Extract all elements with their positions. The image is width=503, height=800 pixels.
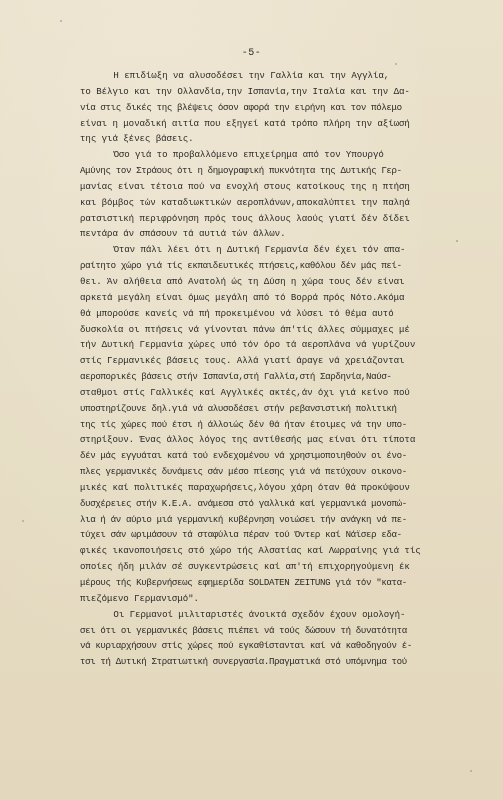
- text-line: Αμύνης τον Στράους ότι η δημογραφική πυκνότητα της Δυτικής Γερ-: [80, 165, 402, 177]
- text-line: της γιά ξένες βάσεις.: [80, 133, 194, 145]
- text-line: δυσκολία οι πτήσεις νά γίνονται πάνω άπ'τίς άλλες σύμμαχες μέ: [80, 323, 410, 335]
- text-line: Όσο γιά το προβαλλόμενο επιχείρημα από τον Υπουργό: [108, 149, 384, 161]
- paper-speck: [22, 520, 24, 522]
- text-line: θει. Άν αλήθεια από Ανατολή ώς τη Δύση η χώρα τους δέν είναι: [80, 275, 405, 287]
- text-line: αρκετά μεγάλη είναι όμως μεγάλη από τό Βορρά πρός Νότο.Ακόμα: [80, 291, 405, 303]
- text-line: πλες γερμανικές δυνάμεις σάν μέσο πίεσης γιά νά πετύχουν οικονο-: [80, 466, 407, 478]
- text-line: οποίες ήδη μιλάν σέ συγκεντρώσεις καί απ'τή επιχορηγούμενη έκ: [80, 561, 410, 573]
- text-line: μανίας είναι τέτοια πού να ενοχλή στους κατοίκους της η πτήση: [80, 180, 410, 192]
- paper-speck: [470, 770, 472, 772]
- text-line: τσι τή Δυτική Στρατιωτική συνεργασία.Πραγματικά στό υπόμνημα τού: [80, 656, 407, 668]
- document-body: [80, 68, 480, 670]
- text-line: τήν Δυτική Γερμανία χώρες υπό τόν όρο τά αεροπλάνα νά γυρίζουν: [80, 339, 416, 351]
- text-line: Οι Γερμανοί μιλιταριστές άνοικτά σχεδόν έχουν ομολογή-: [108, 608, 406, 620]
- paper-speck: [395, 63, 397, 65]
- page-number: -5-: [241, 48, 262, 59]
- text-line: νία στις δικές της βλέψεις όσον αφορά την ειρήνη και τον πόλεμο: [80, 101, 402, 113]
- text-line: λια ή άν αύριο μιά γερμανική κυβέρνηση νοιώσει τήν ανάγκη νά πε-: [80, 513, 407, 525]
- text-line: στηρίξουν. Ένας άλλος λόγος της αντίθεσής μας είναι ότι τίποτα: [80, 434, 416, 446]
- text-line: πεντάρα άν σπάσουν τά αυτιά τών άλλων.: [80, 228, 286, 240]
- text-line: σει ότι οι γερμανικές βάσεις πιέπει νά τούς δώσουν τή δυνατότητα: [80, 624, 407, 636]
- text-line: δέν μάς εγγυάται κατά τού ενδεχομένου νά χρησιμοποιηθούν οι ένο-: [80, 450, 407, 462]
- text-line: Όταν πάλι λέει ότι η Δυτική Γερμανία δέν έχει τόν απα-: [108, 244, 406, 256]
- text-line: νά κυριαρχήσουν στίς χώρες πού εγκαθίστανται καί νά καθοδηγούν έ-: [80, 640, 412, 652]
- text-line: μέρους τής Κυβερνήσεως εφημερίδα SOLDATEN ZEITUNG γιά τόν "κατα-: [80, 577, 407, 588]
- text-line: μικές καί πολιτικές παραχωρήσεις,λόγου χάρη όταν θά προκύψουν: [80, 481, 410, 493]
- text-line: αεροπορικές βάσεις στήν Ισπανία,στή Γαλλία,στή Σαρδηνία,Ναύσ-: [80, 371, 392, 383]
- text-line: ραίτητο χώρο γιά τίς εκπαιδευτικές πτήσεις,καθόλου δέν μάς πεί-: [80, 260, 402, 272]
- text-line: είναι η μοναδική αιτία που εξηγεί κατά τρόπο πλήρη την αξίωσή: [80, 117, 410, 129]
- text-line: σταθμοι στίς Γαλλικές καί Αγγλικές ακτές,άν όχι γιά κείνο πού: [80, 386, 410, 398]
- text-line: δυσχέρειες στήν Κ.Ε.Α. ανάμεσα στό γαλλικά καί γερμανικά μονοπώ-: [80, 497, 407, 509]
- text-line: Η επιδίωξη να αλυσοδέσει την Γαλλία και την Αγγλία,: [108, 70, 390, 81]
- text-line: της τίς χώρες πού έτσι ή άλλοιώς δέν θά ήταν έτοιμες νά την υπο-: [80, 418, 407, 430]
- text-line: θά μπορούσε κανείς νά πή προκειμένου νά λύσει τό θέμα αυτό: [80, 307, 394, 319]
- paper-speck: [60, 20, 62, 22]
- text-line: πιεζόμενο Γερμανισμό".: [80, 592, 199, 604]
- text-line: και βόμβος τών καταδιωκτικών αεροπλάνων,αποκαλύπτει την παληά: [80, 196, 410, 208]
- text-line: ρατσιστική περιφρόνηση πρός τους άλλους λαούς γιατί δέν δίδει: [80, 212, 410, 224]
- text-line: φικές ικανοποιήσεις στό χώρο τής Αλσατίας καί Λωρραίνης γιά τίς: [80, 545, 421, 557]
- text-line: στίς Γερμανικές βάσεις τους. Αλλά γιατί άραγε νά χρειάζονται: [80, 355, 405, 367]
- text-line: το Βέλγιο και την Ολλανδία,την Ισπανία,την Ιταλία και την Δα-: [80, 85, 410, 97]
- text-line: τύχει σάν ωριμάσουν τά σταφύλια πέραν τού Όντερ καί Νάϊσερ εδα-: [80, 529, 402, 541]
- text-line: υποστηρίζουνε δηλ.γιά νά αλυσοδέσει στήν ρεβανσιστική πολιτική: [80, 402, 397, 414]
